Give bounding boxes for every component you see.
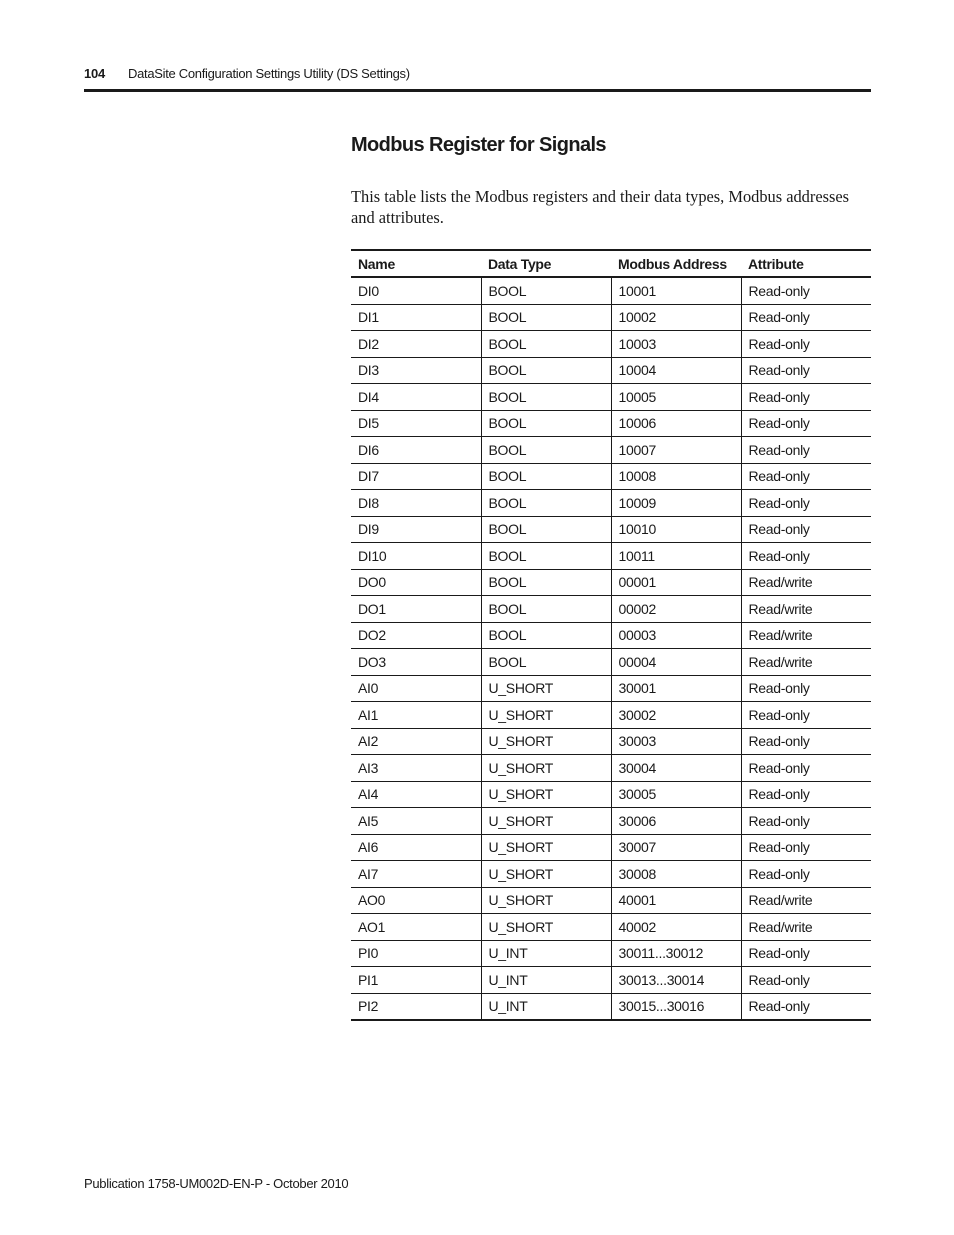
table-row bbox=[351, 357, 871, 384]
cell-data-type: U_SHORT bbox=[481, 808, 611, 835]
cell-attribute: Read-only bbox=[741, 437, 871, 464]
column-header-name: Name bbox=[351, 250, 481, 277]
cell-name: PI0 bbox=[351, 940, 481, 967]
table-row bbox=[351, 384, 871, 411]
cell-modbus-address: 00002 bbox=[611, 596, 741, 623]
modbus-register-table bbox=[351, 249, 871, 1021]
cell-name: DI5 bbox=[351, 410, 481, 437]
cell-data-type: BOOL bbox=[481, 463, 611, 490]
cell-data-type: U_SHORT bbox=[481, 861, 611, 888]
table-header-row bbox=[351, 250, 871, 277]
cell-modbus-address: 10011 bbox=[611, 543, 741, 570]
cell-data-type: BOOL bbox=[481, 304, 611, 331]
table-row bbox=[351, 331, 871, 358]
cell-name: PI2 bbox=[358, 998, 379, 1015]
cell-name: DI8 bbox=[351, 490, 481, 517]
cell-data-type: U_INT bbox=[481, 940, 611, 967]
cell-attribute: Read-only bbox=[741, 277, 871, 304]
cell-modbus-address: 10001 bbox=[611, 277, 741, 304]
cell-name: PI1 bbox=[351, 967, 481, 994]
column-header-data-type: Data Type bbox=[481, 250, 611, 277]
cell-attribute: Read-only bbox=[741, 967, 871, 994]
cell-name: AI4 bbox=[351, 781, 481, 808]
table-row bbox=[351, 914, 871, 941]
cell-name: DI4 bbox=[351, 384, 481, 411]
cell-attribute: Read/write bbox=[741, 622, 871, 649]
cell-data-type: BOOL bbox=[481, 596, 611, 623]
cell-attribute: Read-only bbox=[741, 384, 871, 411]
cell-name: AI0 bbox=[351, 675, 481, 702]
running-header-title: DataSite Configuration Settings Utility (DS Settings) bbox=[128, 66, 410, 81]
table-row bbox=[351, 834, 871, 861]
cell-name: AO1 bbox=[351, 914, 481, 941]
cell-data-type: BOOL bbox=[481, 331, 611, 358]
table-row bbox=[351, 596, 871, 623]
cell-data-type: U_SHORT bbox=[481, 834, 611, 861]
cell-name: AI2 bbox=[351, 728, 481, 755]
cell-name: DI3 bbox=[351, 357, 481, 384]
cell-data-type: U_SHORT bbox=[481, 887, 611, 914]
table-row bbox=[351, 808, 871, 835]
cell-data-type: BOOL bbox=[481, 357, 611, 384]
table-row bbox=[351, 516, 871, 543]
cell-modbus-address: 30003 bbox=[611, 728, 741, 755]
cell-attribute: Read-only bbox=[741, 940, 871, 967]
cell-name: DO1 bbox=[351, 596, 481, 623]
table-row bbox=[351, 887, 871, 914]
cell-data-type: BOOL bbox=[481, 622, 611, 649]
table-row bbox=[351, 649, 871, 676]
cell-modbus-address: 30015...30016 bbox=[611, 993, 741, 1020]
cell-data-type: BOOL bbox=[481, 516, 611, 543]
cell-data-type: BOOL bbox=[481, 543, 611, 570]
column-header-attribute: Attribute bbox=[741, 250, 871, 277]
table-row bbox=[351, 304, 871, 331]
cell-attribute: Read-only bbox=[741, 702, 871, 729]
cell-data-type: U_SHORT bbox=[481, 702, 611, 729]
cell-modbus-address: 10007 bbox=[611, 437, 741, 464]
cell-attribute: Read-only bbox=[741, 410, 871, 437]
cell-name: AI5 bbox=[351, 808, 481, 835]
table-row bbox=[351, 277, 871, 304]
table-row bbox=[351, 940, 871, 967]
cell-name: DO0 bbox=[351, 569, 481, 596]
table-row bbox=[351, 861, 871, 888]
cell-modbus-address: 00001 bbox=[611, 569, 741, 596]
cell-modbus-address: 30007 bbox=[611, 834, 741, 861]
cell-modbus-address: 10008 bbox=[611, 463, 741, 490]
table-row bbox=[351, 702, 871, 729]
cell-modbus-address: 40001 bbox=[611, 887, 741, 914]
cell-data-type: U_SHORT bbox=[481, 755, 611, 782]
column-header-modbus-address: Modbus Address bbox=[611, 250, 741, 277]
cell-modbus-address: 10010 bbox=[611, 516, 741, 543]
table-row bbox=[351, 675, 871, 702]
cell-data-type: U_SHORT bbox=[481, 675, 611, 702]
cell-modbus-address: 00004 bbox=[611, 649, 741, 676]
cell-attribute: Read-only bbox=[741, 728, 871, 755]
cell-attribute: Read-only bbox=[741, 543, 871, 570]
cell-attribute: Read-only bbox=[741, 357, 871, 384]
cell-data-type: U_INT bbox=[481, 967, 611, 994]
cell-name: DO2 bbox=[351, 622, 481, 649]
cell-data-type: BOOL bbox=[481, 649, 611, 676]
cell-modbus-address: 10005 bbox=[611, 384, 741, 411]
page-number: 104 bbox=[84, 66, 106, 81]
cell-data-type: BOOL bbox=[481, 437, 611, 464]
table-body bbox=[351, 277, 871, 1020]
cell-modbus-address: 30001 bbox=[611, 675, 741, 702]
cell-name: AI1 bbox=[351, 702, 481, 729]
cell-data-type: BOOL bbox=[481, 569, 611, 596]
table-row bbox=[351, 410, 871, 437]
table-row bbox=[351, 490, 871, 517]
cell-attribute: Read-only bbox=[741, 304, 871, 331]
cell-attribute: Read-only bbox=[741, 861, 871, 888]
cell-attribute: Read-only bbox=[741, 490, 871, 517]
cell-modbus-address: 10002 bbox=[611, 304, 741, 331]
cell-data-type: U_SHORT bbox=[481, 781, 611, 808]
cell-name: DI2 bbox=[351, 331, 481, 358]
cell-modbus-address: 10006 bbox=[611, 410, 741, 437]
table-row bbox=[351, 755, 871, 782]
cell-data-type: U_SHORT bbox=[481, 914, 611, 941]
cell-attribute: Read-only bbox=[741, 331, 871, 358]
header-rule bbox=[84, 89, 871, 92]
cell-data-type: U_INT bbox=[481, 993, 611, 1020]
cell-modbus-address: 00003 bbox=[611, 622, 741, 649]
table-row bbox=[351, 569, 871, 596]
cell-attribute: Read/write bbox=[741, 596, 871, 623]
cell-name: DI1 bbox=[351, 304, 481, 331]
cell-modbus-address: 10004 bbox=[611, 357, 741, 384]
table-row bbox=[351, 543, 871, 570]
table-row bbox=[351, 728, 871, 755]
cell-name: AO0 bbox=[351, 887, 481, 914]
cell-name: DI7 bbox=[351, 463, 481, 490]
cell-modbus-address: 30013...30014 bbox=[611, 967, 741, 994]
cell-data-type: BOOL bbox=[481, 384, 611, 411]
cell-name: DO3 bbox=[351, 649, 481, 676]
cell-name: DI0 bbox=[351, 277, 481, 304]
table-row bbox=[351, 993, 871, 1020]
cell-attribute: Read-only bbox=[741, 755, 871, 782]
publication-footer: Publication 1758-UM002D-EN-P - October 2010 bbox=[84, 1176, 349, 1191]
cell-attribute: Read/write bbox=[741, 649, 871, 676]
cell-data-type: BOOL bbox=[481, 410, 611, 437]
cell-modbus-address: 30002 bbox=[611, 702, 741, 729]
cell-attribute: Read-only bbox=[741, 808, 871, 835]
cell-attribute: Read-only bbox=[741, 516, 871, 543]
cell-name: DI9 bbox=[351, 516, 481, 543]
cell-modbus-address: 30011...30012 bbox=[611, 940, 741, 967]
cell-data-type: BOOL bbox=[481, 277, 611, 304]
cell-data-type: BOOL bbox=[481, 490, 611, 517]
table-row bbox=[351, 967, 871, 994]
cell-name: AI7 bbox=[351, 861, 481, 888]
cell-modbus-address: 30006 bbox=[611, 808, 741, 835]
table-row bbox=[351, 463, 871, 490]
section-title: Modbus Register for Signals bbox=[351, 134, 606, 156]
cell-modbus-address: 40002 bbox=[611, 914, 741, 941]
cell-name: AI6 bbox=[351, 834, 481, 861]
cell-modbus-address: 10009 bbox=[611, 490, 741, 517]
cell-attribute: Read-only bbox=[741, 993, 871, 1020]
cell-modbus-address: 30008 bbox=[611, 861, 741, 888]
table-row bbox=[351, 781, 871, 808]
cell-attribute: Read/write bbox=[741, 887, 871, 914]
cell-name: AI3 bbox=[351, 755, 481, 782]
cell-attribute: Read-only bbox=[741, 463, 871, 490]
cell-name: DI10 bbox=[351, 543, 481, 570]
cell-attribute: Read/write bbox=[741, 569, 871, 596]
table-row bbox=[351, 437, 871, 464]
cell-attribute: Read-only bbox=[741, 834, 871, 861]
table-row bbox=[351, 622, 871, 649]
cell-attribute: Read-only bbox=[741, 781, 871, 808]
cell-attribute: Read-only bbox=[741, 675, 871, 702]
cell-data-type: U_SHORT bbox=[481, 728, 611, 755]
cell-attribute: Read/write bbox=[741, 914, 871, 941]
cell-modbus-address: 30005 bbox=[611, 781, 741, 808]
cell-modbus-address: 10003 bbox=[611, 331, 741, 358]
cell-modbus-address: 30004 bbox=[611, 755, 741, 782]
intro-paragraph: This table lists the Modbus registers and their data types, Modbus addresses and attributes. bbox=[351, 187, 850, 227]
cell-name: DI6 bbox=[351, 437, 481, 464]
